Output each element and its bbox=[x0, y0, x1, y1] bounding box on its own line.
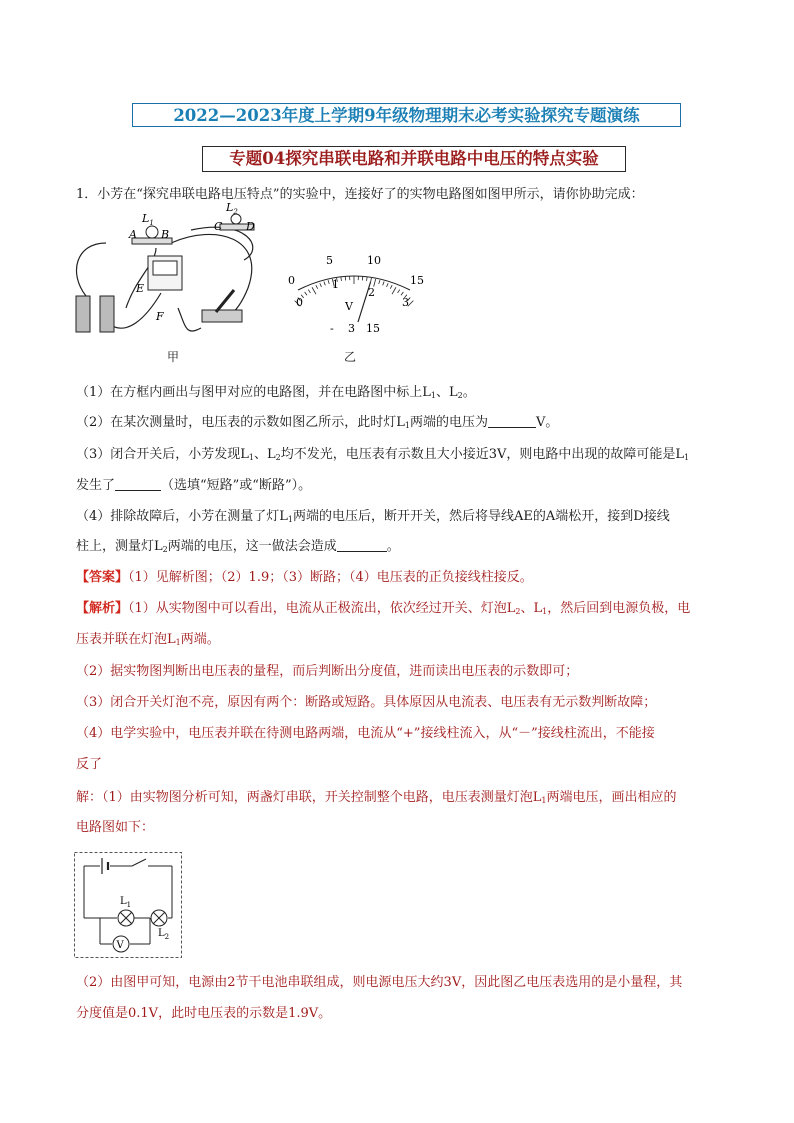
question-3: （3）闭合开关后，小芳发现$L_1$、$L_2$均不发光，电压表有示数且大小接近3V，则电路中出现的故障可能是$L_1$ bbox=[76, 447, 690, 462]
figure-jia-circuit bbox=[66, 201, 272, 358]
dial-tick bbox=[398, 290, 400, 293]
topic-title: 专题04探究串联电路和并联电路中电压的特点实验 bbox=[202, 146, 626, 172]
dial-tick bbox=[324, 282, 325, 286]
battery-1 bbox=[76, 296, 90, 332]
answer-blank[interactable] bbox=[115, 476, 161, 491]
question-1: （1）在方框内画出与图甲对应的电路图，并在电路图中标上$L_1$、$L_2$。 bbox=[76, 385, 476, 400]
label-a: A bbox=[129, 228, 137, 241]
analysis-2: （2）据实物图判断出电压表的量程，而后判断出分度值，进而读出电压表的示数即可； bbox=[76, 664, 579, 679]
switch-base bbox=[202, 310, 242, 322]
dial-tick bbox=[383, 282, 384, 286]
label-e: E bbox=[136, 282, 145, 295]
voltmeter-face bbox=[153, 261, 177, 275]
question-intro: 1．小芳在“探究串联电路电压特点”的实验中，连接好了的实物电路图如图甲所示，请你协助完成： bbox=[76, 187, 644, 202]
answer-blank[interactable] bbox=[488, 413, 536, 428]
dial-tick bbox=[379, 280, 380, 284]
solution-1: 解：（1）由实物图分析可知，两盏灯串联，开关控制整个电路，电压表测量灯泡$L_1$两端电压，画出相应的 bbox=[76, 790, 677, 805]
outer-tick-15: 15 bbox=[410, 274, 424, 287]
figure-yi-voltmeter bbox=[282, 250, 432, 340]
analysis-1: 【解析】（1）从实物图中可以看出，电流从正极流出，依次经过开关、灯泡$L_2$、$L_1$，然后回到电源负极，电 bbox=[76, 601, 691, 616]
solution-2-line2: 分度值是0.1V，此时电压表的示数是1.9V。 bbox=[76, 1006, 332, 1021]
solution-2: （2）由图甲可知，电源由2节干电池串联组成，则电源电压大约3V，因此图乙电压表选用的是小量程，其 bbox=[76, 975, 683, 990]
dial-tick bbox=[392, 287, 396, 294]
terminal-3: 3 bbox=[348, 322, 355, 335]
figure-jia-label: 甲 bbox=[167, 350, 180, 364]
dial-tick bbox=[312, 287, 316, 294]
dial-tick bbox=[320, 283, 322, 287]
terminal-neg: - bbox=[330, 322, 334, 335]
answer-line: 【答案】（1）见解析图；（2）1.9；（3）断路；（4）电压表的正负接线柱接反。 bbox=[76, 570, 533, 585]
inner-tick-0: 0 bbox=[296, 296, 303, 309]
dial-tick bbox=[390, 285, 392, 289]
dial-tick bbox=[401, 292, 403, 295]
label-c: C bbox=[214, 220, 223, 233]
figure-yi-label: 乙 bbox=[344, 350, 357, 364]
lamp-l1-symbol bbox=[118, 910, 134, 926]
dial-tick bbox=[308, 290, 310, 293]
switch-blade bbox=[216, 290, 234, 312]
inner-tick-2: 2 bbox=[368, 286, 375, 299]
dial-tick bbox=[367, 277, 368, 281]
answer-blank[interactable] bbox=[337, 537, 387, 552]
label-l2: $L_2$ bbox=[158, 928, 170, 941]
analysis-4-line2: 反了 bbox=[76, 757, 103, 772]
voltmeter-symbol: V bbox=[345, 300, 353, 313]
lamp-l2-symbol bbox=[151, 910, 167, 926]
svg-text:V: V bbox=[116, 940, 124, 951]
analysis-4: （4）电学实验中，电压表并联在待测电路两端，电流从“+”接线柱流入，从“－”接线柱流出，不能接 bbox=[76, 726, 655, 741]
dial-tick bbox=[387, 283, 389, 287]
voltmeter-symbol bbox=[113, 936, 129, 952]
terminal-15: 15 bbox=[366, 322, 380, 335]
svg-text:L1: $L_1$ bbox=[142, 212, 154, 227]
circuit-diagram bbox=[74, 852, 182, 958]
question-3-line2: 发生了 （选填“短路”或“断路”）。 bbox=[76, 478, 312, 493]
dial-tick bbox=[316, 285, 318, 289]
analysis-3: （3）闭合开关灯泡不亮，原因有两个：断路或短路。具体原因从电流表、电压表有无示数判断故障； bbox=[76, 695, 657, 710]
battery-2 bbox=[100, 296, 114, 332]
question-4: （4）排除故障后，小芳在测量了灯$L_1$两端的电压后，断开开关，然后将导线AE的A端松开，接到D接线 bbox=[76, 509, 670, 524]
lamp-l1-bulb bbox=[146, 226, 158, 238]
label-b: B bbox=[161, 228, 170, 241]
outer-tick-5: 5 bbox=[326, 254, 333, 267]
outer-tick-0: 0 bbox=[288, 274, 295, 287]
inner-tick-3: 3 bbox=[402, 296, 409, 309]
svg-text:L2: $L_2$ bbox=[226, 201, 238, 216]
label-f: F bbox=[156, 310, 164, 323]
dial-tick bbox=[371, 278, 372, 282]
solution-1-line2: 电路图如下： bbox=[76, 820, 155, 835]
dial-tick bbox=[341, 277, 342, 281]
dial-tick bbox=[328, 280, 329, 284]
question-4-line2: 柱上，测量灯$L_2$两端的电压，这一做法会造成 。 bbox=[76, 539, 400, 554]
outer-tick-10: 10 bbox=[367, 254, 381, 267]
analysis-1-line2: 压表并联在灯泡$L_1$两端。 bbox=[76, 632, 220, 647]
label-d: D bbox=[246, 220, 255, 233]
voltmeter-needle bbox=[358, 282, 371, 322]
question-2: （2）在某次测量时，电压表的示数如图乙所示，此时灯$L_1$两端的电压为 V。 bbox=[76, 415, 559, 430]
dial-tick bbox=[305, 292, 307, 295]
series-title: 2022—2023年度上学期9年级物理期末必考实验探究专题演练 bbox=[132, 103, 681, 127]
inner-tick-1: 1 bbox=[332, 278, 339, 291]
label-l1: $L_1$ bbox=[120, 896, 132, 909]
